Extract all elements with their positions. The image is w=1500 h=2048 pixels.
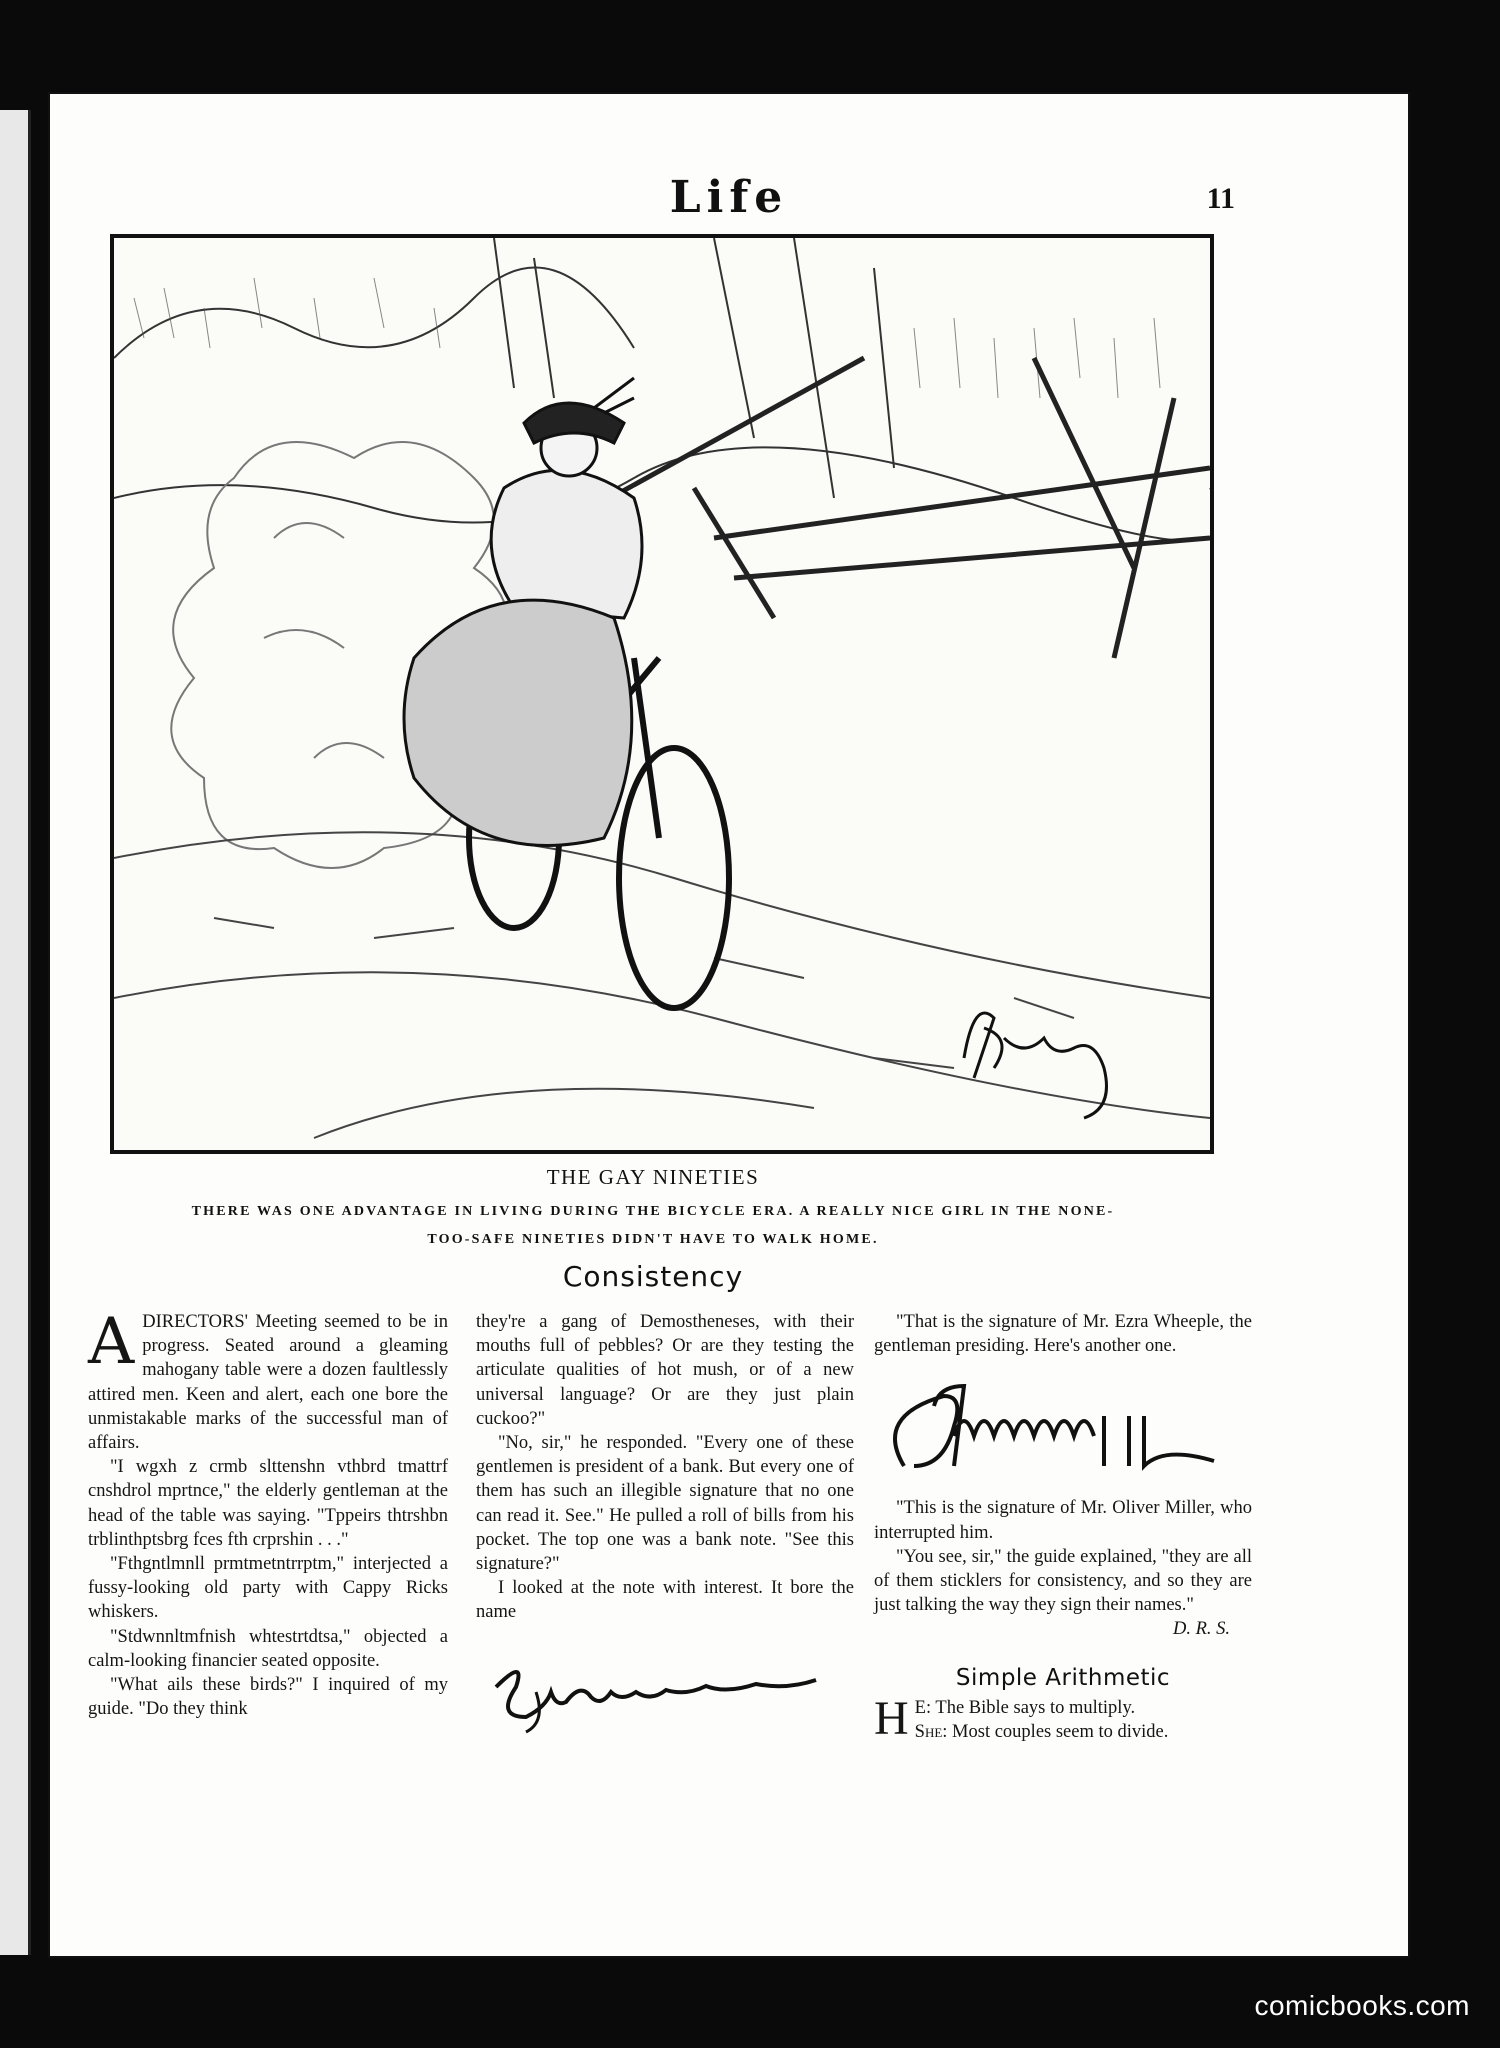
drop-cap: A: [88, 1305, 135, 1379]
she-label: She: [914, 1722, 943, 1743]
article-column-3: [874, 1310, 1252, 1744]
bicycle-illustration: [110, 234, 1214, 1154]
caption-text: THERE WAS ONE ADVANTAGE IN LIVING DURING THE BICYCLE ERA. A REALLY NICE GIRL IN THE NONE-TOO-SAFE NINETIES DIDN'T HAVE TO WALK HOME.: [191, 1204, 1115, 1247]
caption-title: THE GAY NINETIES: [546, 1165, 760, 1189]
paragraph: "Stdwnnltmfnish whtestrtdtsa," objected a calm-looking financier seated opposite.: [88, 1626, 448, 1671]
paragraph: "That is the signature of Mr. Ezra Wheeple, the gentleman presiding. Here's another one.: [874, 1312, 1252, 1357]
previous-page-edge: [0, 110, 31, 1955]
page-number: 11: [1206, 182, 1235, 215]
paragraph: DIRECTORS' Meeting seemed to be in progress. Seated around a gleaming mahogany table were a dozen faultlessly attired men. Keen and alert, each one bore the unmistakable marks of the successful man of affairs.: [88, 1312, 448, 1454]
paragraph: they're a gang of Demostheneses, with their mouths full of pebbles? Or are they testing the articulate qualities of hot mush, or of a new universal language? Or are they just plain cuckoo?": [476, 1312, 854, 1429]
article-title: Consistency: [562, 1260, 744, 1293]
masthead: Life: [669, 172, 789, 223]
paragraph: "You see, sir," the guide explained, "they are all of them sticklers for consistency, and so they are just talking the way they sign their names.": [874, 1546, 1252, 1616]
simple-arithmetic-title: Simple Arithmetic: [955, 1664, 1171, 1691]
watermark: comicbooks.com: [1254, 1990, 1470, 2021]
author-initials: D. R. S.: [1172, 1619, 1230, 1640]
magazine-page: [48, 92, 1410, 1958]
signature-ezra-wheeple: [476, 1647, 836, 1737]
article-column-2: [476, 1310, 854, 1737]
cyclist-drawing: [114, 238, 1210, 1150]
artist-signature: R.Wulfe: [974, 1056, 1030, 1072]
paragraph: "No, sir," he responded. "Every one of these gentlemen is president of a bank. But every one of them has such an illegible signature that no one can read it. See." He pulled a roll of bills from his pocket. The top one was a bank note. "See this signature?": [476, 1433, 854, 1575]
paragraph: "Fthgntlmnll prmtmetntrrptm," interjected a fussy-looking old party with Cappy Ricks whiskers.: [88, 1554, 448, 1623]
she-line: : Most couples seem to divide.: [942, 1722, 1169, 1743]
he-line: E: The Bible says to multiply.: [914, 1697, 1136, 1718]
drop-cap: H: [874, 1691, 909, 1745]
paragraph: "This is the signature of Mr. Oliver Miller, who interrupted him.: [874, 1498, 1252, 1543]
paragraph: "I wgxh z crmb slttenshn vthbrd tmattrf cnshdrol mprtnce," the elderly gentleman at the head of the table was saying. "Tppeirs thtrshbn trblinthptsbrg fces fth crprshin . . .": [88, 1457, 448, 1550]
signature-oliver-miller: [874, 1376, 1252, 1486]
paragraph: I looked at the note with interest. It bore the name: [476, 1578, 854, 1623]
paragraph: "What ails these birds?" I inquired of my guide. "Do they think: [88, 1675, 448, 1720]
article-column-1: [88, 1305, 448, 1721]
